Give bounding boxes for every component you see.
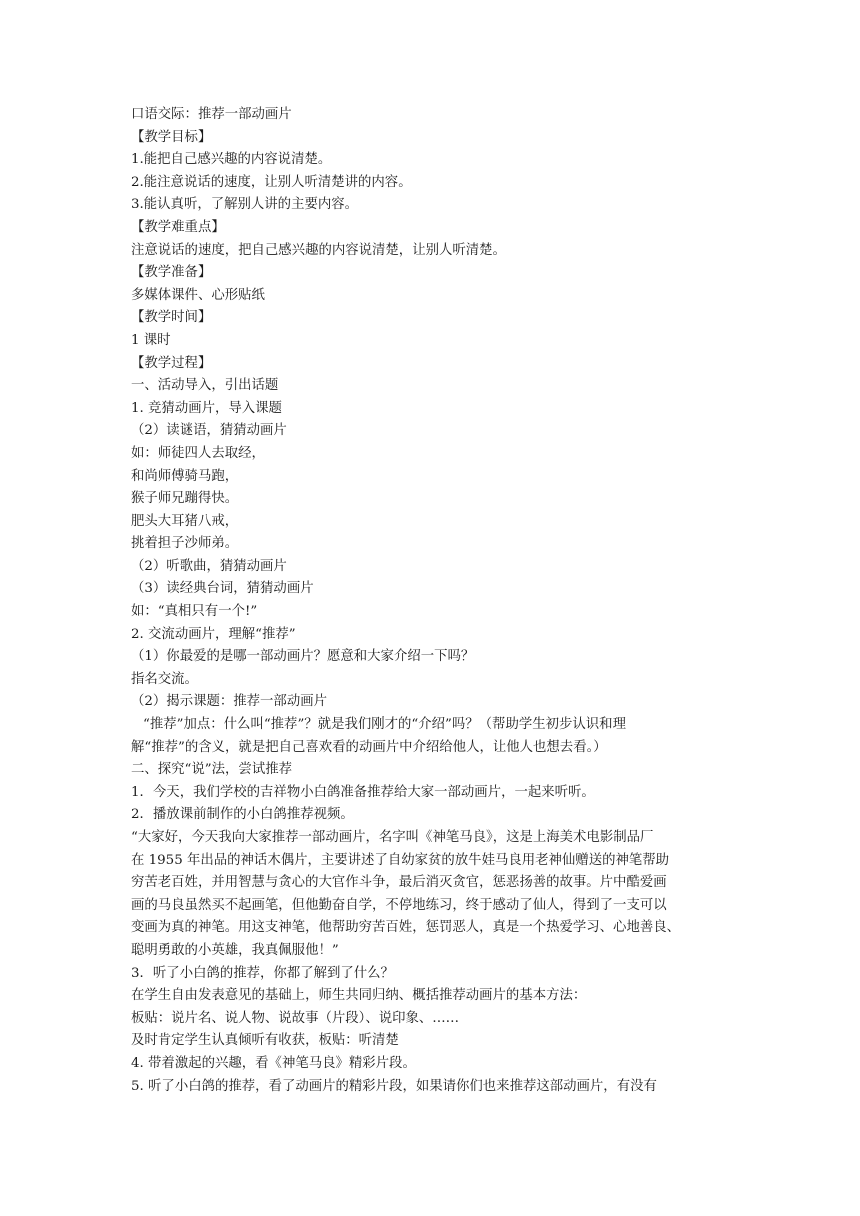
text-line: 指名交流。 [131,671,198,687]
section-heading: 【教学过程】 [131,355,212,371]
text-line: （2）读谜语，猜猜动画片 [131,423,287,439]
text-line: 3．听了小白鸽的推荐，你都了解到了什么？ [131,965,394,981]
quote-line: 在 1955 年出品的神话木偶片，主要讲述了自幼家贫的放牛娃马良用老神仙赠送的神笔帮助 [131,852,670,868]
document-body [131,104,735,1098]
quote-line: 变画为真的神笔。用这支神笔，他帮助穷苦百姓，惩罚恶人，真是一个热爱学习、心地善良、 [131,920,681,936]
text-line: （3）读经典台词，猜猜动画片 [131,581,314,597]
text-line: 1．今天，我们学校的吉祥物小白鸽准备推荐给大家一部动画片，一起来听听。 [131,784,595,800]
text-line: 及时肯定学生认真倾听有收获，板贴：听清楚 [131,1033,399,1049]
text-line: （2）听歌曲，猜猜动画片 [131,558,287,574]
section-heading: 【教学时间】 [131,310,212,326]
quote-line: 聪明勇敢的小英雄，我真佩服他！” [131,942,339,958]
text-line: 板贴：说片名、说人物、说故事（片段）、说印象、…… [131,1010,460,1026]
text-line: 多媒体课件、心形贴纸 [131,287,265,303]
text-line: 注意说话的速度，把自己感兴趣的内容说清楚，让别人听清楚。 [131,242,506,258]
text-line: 1 课时 [131,332,171,348]
text-line: 在学生自由发表意见的基础上，师生共同归纳、概括推荐动画片的基本方法： [131,988,587,1004]
text-line: 如：“真相只有一个!” [131,604,258,620]
text-line: 1. 竞猜动画片，导入课题 [131,400,282,416]
quote-line: 画的马良虽然买不起画笔，但他勤奋自学，不停地练习，终于感动了仙人，得到了一支可以 [131,897,667,913]
text-line: 3.能认真听，了解别人讲的主要内容。 [131,197,359,213]
text-line: 1.能把自己感兴趣的内容说清楚。 [131,152,332,168]
riddle-line: 猴子师兄蹦得快。 [131,491,239,507]
section-heading: 【教学目标】 [131,129,212,145]
text-line: 2.能注意说话的速度，让别人听清楚讲的内容。 [131,174,412,190]
riddle-line: 和尚师傅骑马跑， [131,468,239,484]
section-heading: 【教学准备】 [131,265,212,281]
text-line: 2. 交流动画片，理解“推荐” [131,626,296,642]
quote-line: “大家好，今天我向大家推荐一部动画片，名字叫《神笔马良》，这是上海美术电影制品厂 [131,830,654,845]
text-line: 一、活动导入，引出话题 [131,378,279,394]
riddle-line: 挑着担子沙师弟。 [131,536,239,552]
text-line: （2）揭示课题：推荐一部动画片 [131,694,327,710]
text-line: 4. 带着激起的兴趣，看《神笔马良》精彩片段。 [131,1055,416,1071]
recommend-explain-line-1: “推荐”加点：什么叫“推荐”？就是我们刚才的“介绍”吗？（帮助学生初步认识和理 [143,717,626,733]
doc-title: 口语交际：推荐一部动画片 [131,107,292,122]
riddle-line: 肥头大耳猪八戒， [131,513,239,529]
recommend-explain-line-2: 解“推荐”的含义，就是把自己喜欢看的动画片中介绍给他人，让他人也想去看。） [131,739,607,755]
riddle-line: 如：师徒四人去取经， [131,445,265,461]
text-line: 2．播放课前制作的小白鸽推荐视频。 [131,807,354,823]
text-line: 5. 听了小白鸽的推荐，看了动画片的精彩片段，如果请你们也来推荐这部动画片，有没有 [131,1078,657,1094]
text-line: （1）你最爱的是哪一部动画片？愿意和大家介绍一下吗？ [131,649,475,665]
text-line: 二、探究“说”法，尝试推荐 [131,762,292,778]
section-heading: 【教学难重点】 [131,219,225,235]
quote-line: 穷苦老百姓，并用智慧与贪心的大官作斗争，最后消灭贪官，惩恶扬善的故事。片中酷爱画 [131,875,667,891]
